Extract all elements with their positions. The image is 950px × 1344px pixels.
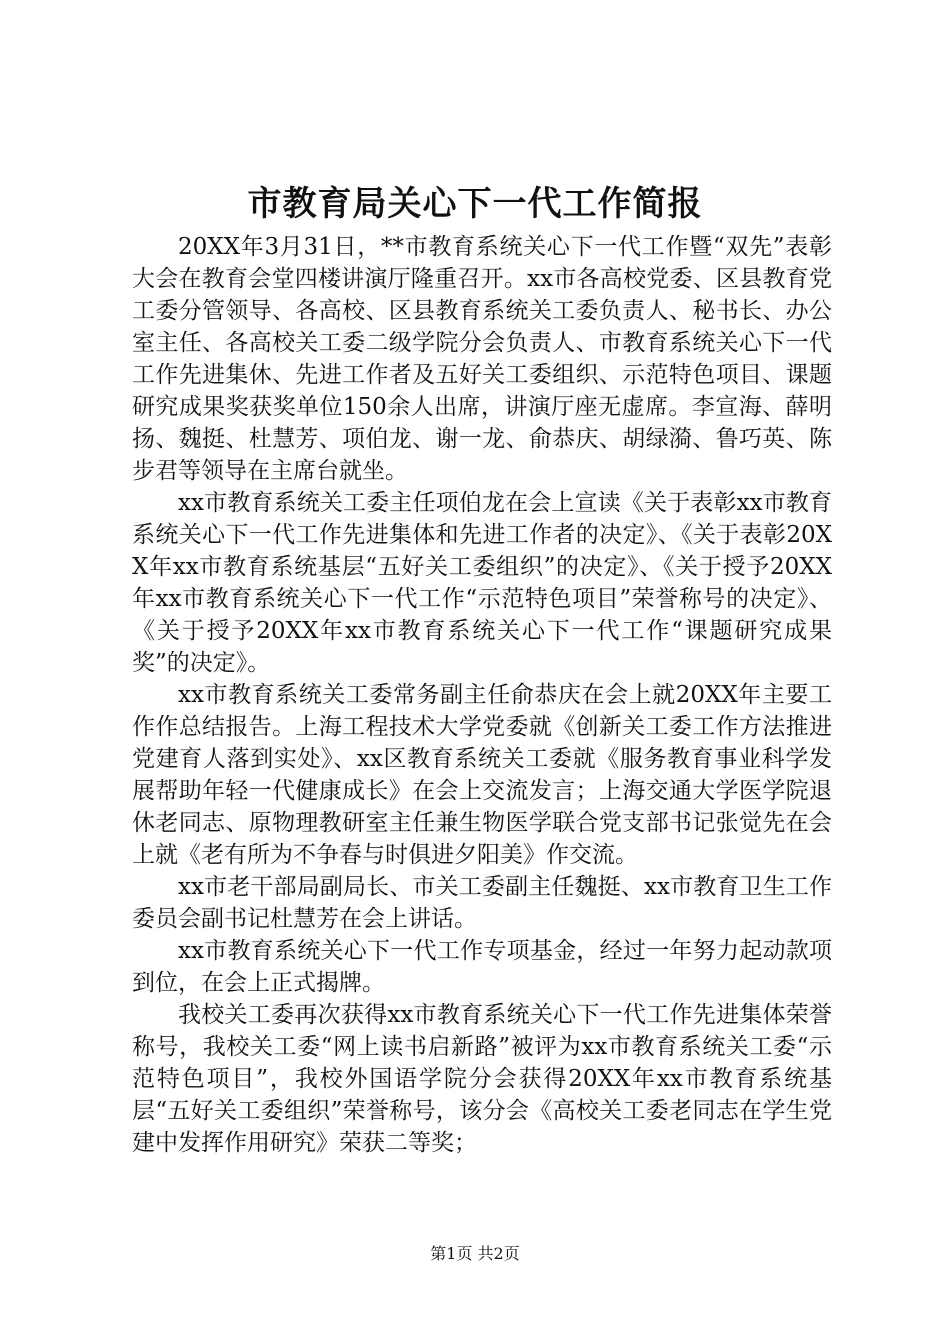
paragraph-5: xx市教育系统关心下一代工作专项基金，经过一年努力起动款项到位，在会上正式揭牌。	[132, 938, 832, 996]
paragraph-3: xx市教育系统关工委常务副主任俞恭庆在会上就20XX年主要工作作总结报告。上海工程技术大学党委就《创新关工委工作方法推进党建育人落到实处》、xx区教育系统关工委就《服务教育事业科学发展帮助年轻一代健康成长》在会上交流发言；上海交通大学医学院退休老同志、原物理教研室主任兼生物医学联合党支部书记张觉先在会上就《老有所为不争春与时俱进夕阳美》作交流。	[132, 682, 832, 868]
document-title: 市教育局关心下一代工作简报	[247, 184, 703, 224]
page-footer: 第1页 共2页	[430, 1244, 520, 1263]
paragraph-6: 我校关工委再次获得xx市教育系统关心下一代工作先进集体荣誉称号，我校关工委“网上读书启新路”被评为xx市教育系统关工委“示范特色项目”，我校外国语学院分会获得20XX年xx市教育系统基层“五好关工委组织”荣誉称号，该分会《高校关工委老同志在学生党建中发挥作用研究》荣获二等奖；	[132, 1002, 832, 1156]
paragraph-2: xx市教育系统关工委主任项伯龙在会上宣读《关于表彰xx市教育系统关心下一代工作先进集体和先进工作者的决定》、《关于表彰20XX年xx市教育系统基层“五好关工委组织”的决定》、《关于授予20XX年xx市教育系统关心下一代工作“示范特色项目”荣誉称号的决定》、《关于授予20XX年xx市教育系统关心下一代工作“课题研究成果奖”的决定》。	[132, 490, 832, 676]
document-body	[132, 231, 832, 1159]
paragraph-4: xx市老干部局副局长、市关工委副主任魏挺、xx市教育卫生工作委员会副书记杜慧芳在会上讲话。	[132, 874, 832, 932]
paragraph-1: 20XX年3月31日，**市教育系统关心下一代工作暨“双先”表彰大会在教育会堂四楼讲演厅隆重召开。xx市各高校党委、区县教育党工委分管领导、各高校、区县教育系统关工委负责人、秘书长、办公室主任、各高校关工委二级学院分会负责人、市教育系统关心下一代工作先进集休、先进工作者及五好关工委组织、示范特色项目、课题研究成果奖获奖单位150余人出席，讲演厅座无虚席。李宣海、薛明扬、魏挺、杜慧芳、项伯龙、谢一龙、俞恭庆、胡绿漪、鲁巧英、陈步君等领导在主席台就坐。	[132, 234, 832, 484]
